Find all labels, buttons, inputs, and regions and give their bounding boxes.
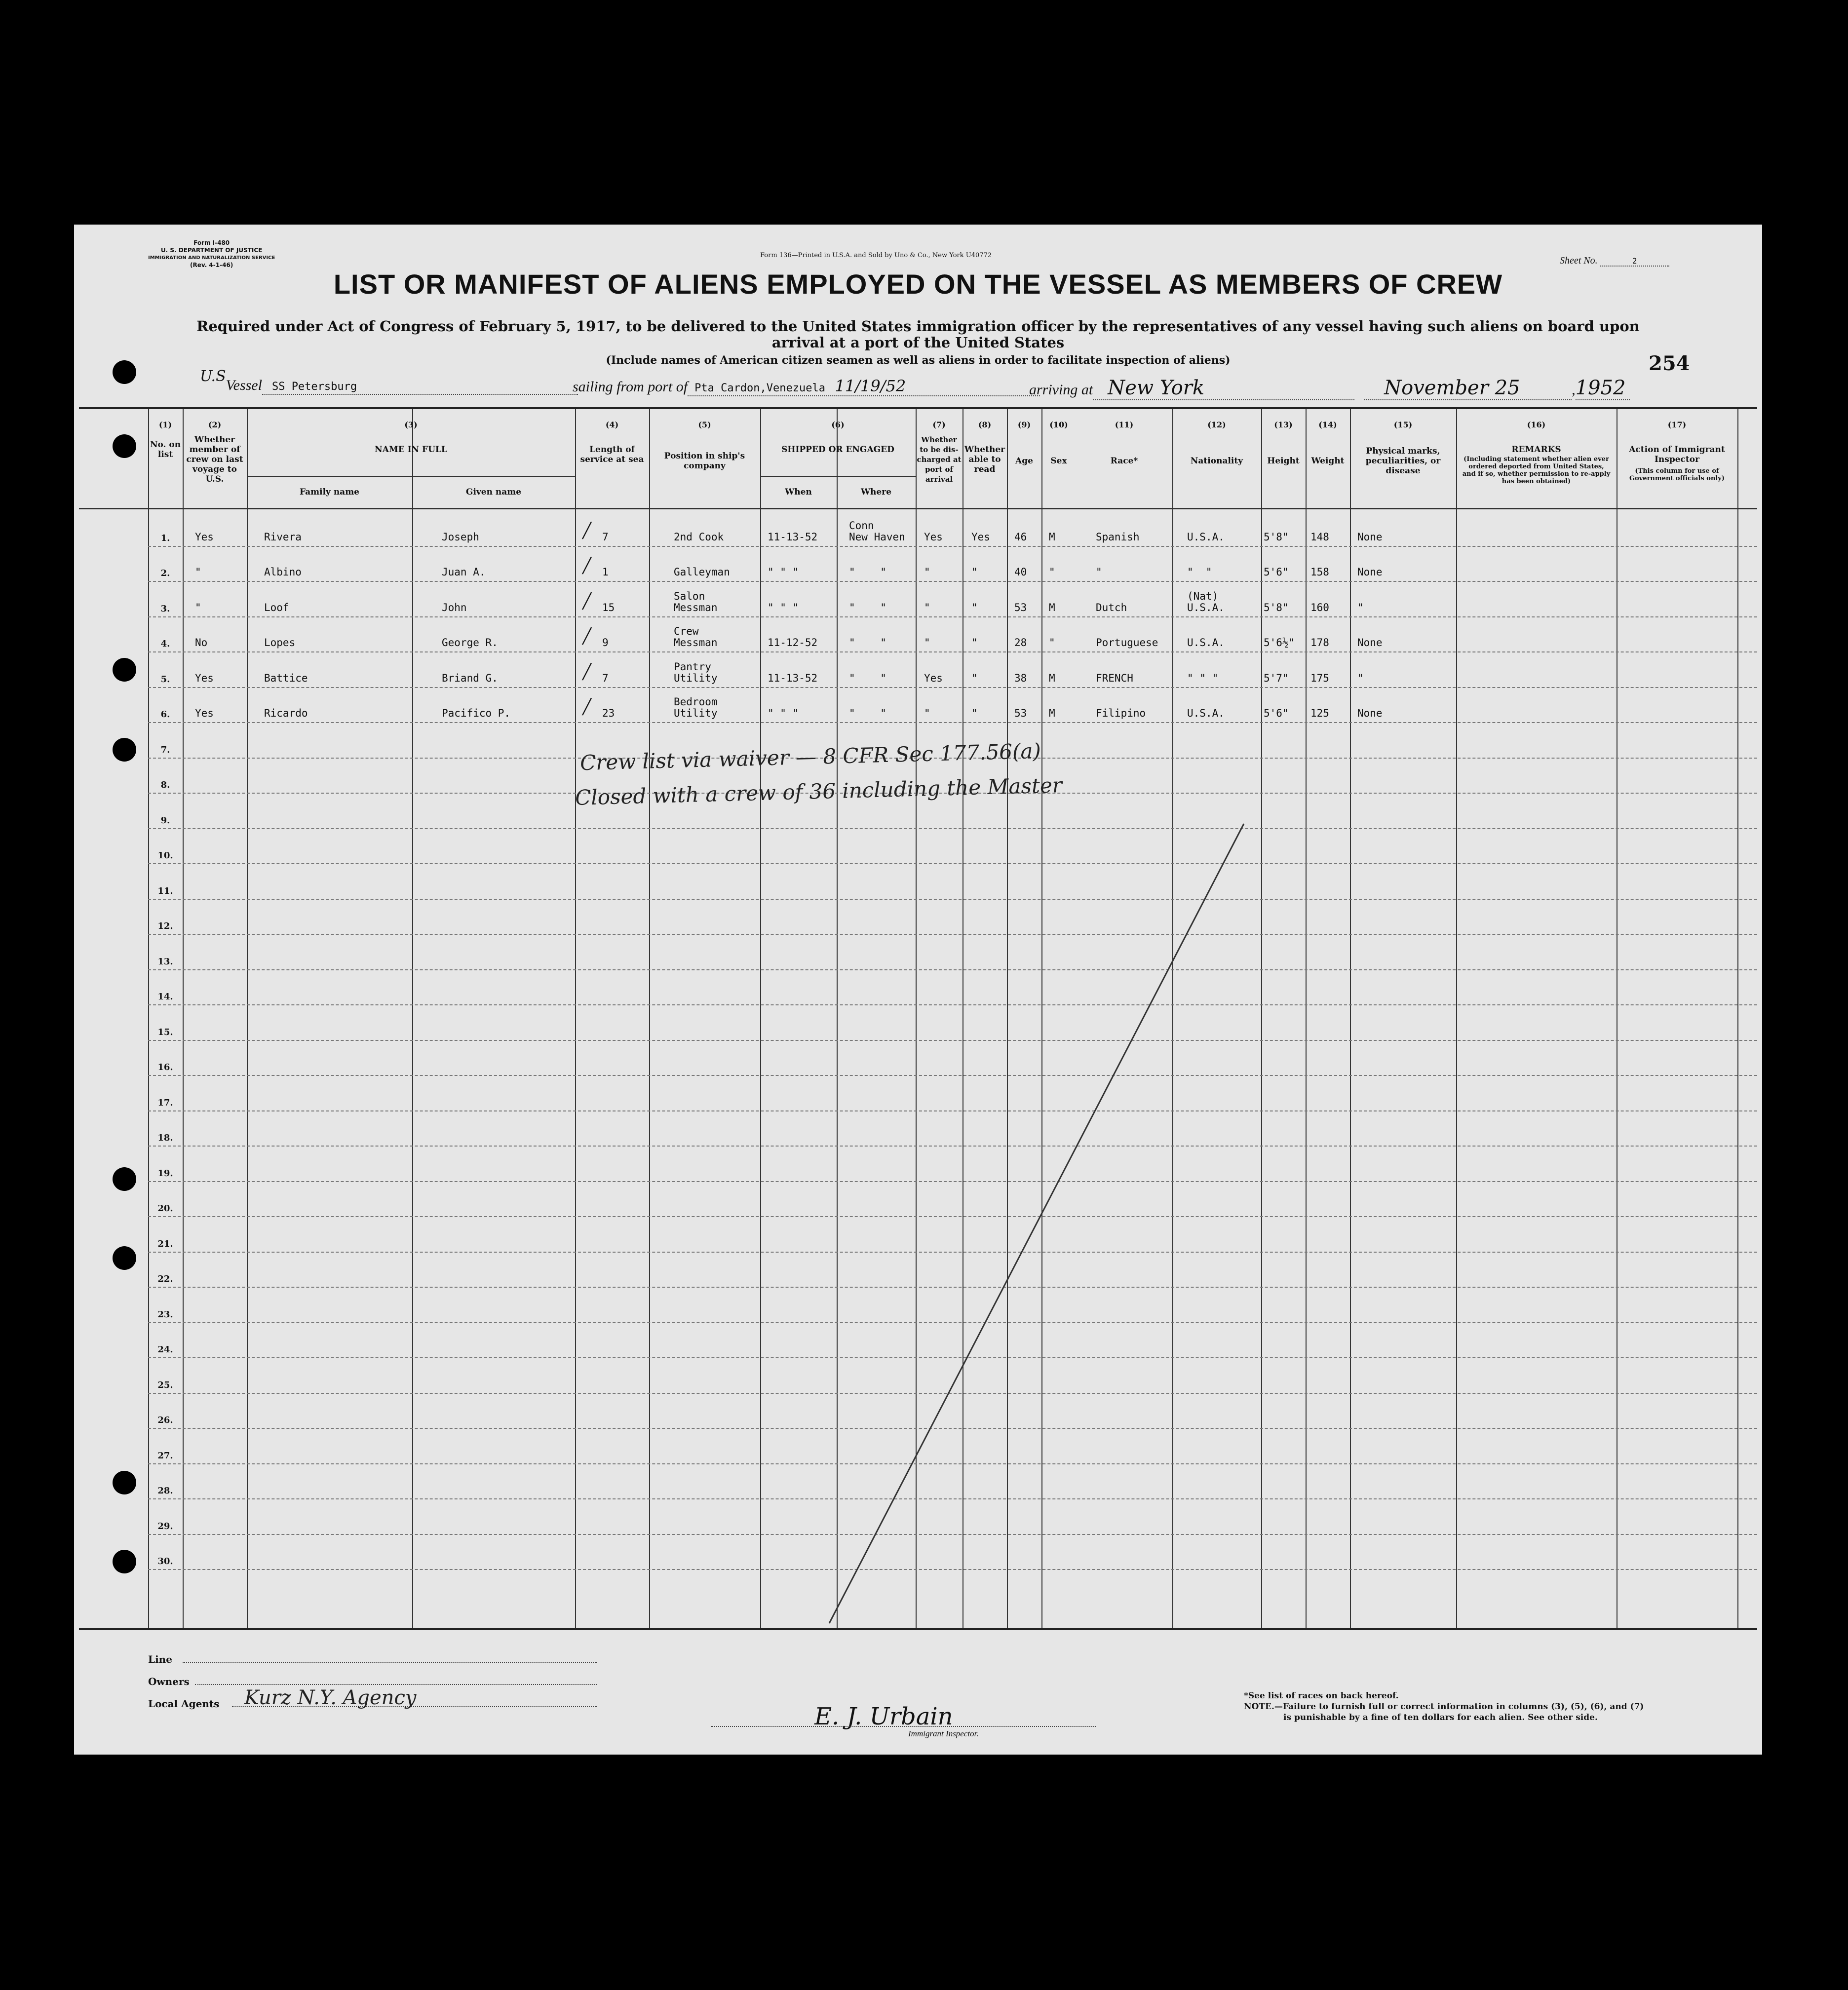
sailing-field [573,377,1040,396]
punch-hole [113,1246,136,1270]
punch-hole [113,1167,136,1191]
crew-race-cell: Dutch [1096,601,1127,613]
crew-discharged-cell: " [924,601,930,613]
row-number: 7. [160,744,170,755]
crew-position-cell: Crew Messman [674,625,718,649]
crew-last-voyage-cell: Yes [195,707,214,719]
crew-service-cell: 7 [602,531,609,543]
col8-num: (8) [978,420,992,429]
row-number: 18. [157,1133,173,1143]
crew-age-cell: 53 [1014,707,1027,719]
crew-weight-cell: 160 [1310,601,1329,613]
crew-read-cell: Yes [971,531,990,543]
row-number: 2. [160,568,170,578]
footnote-races: *See list of races on back hereof. [1244,1691,1399,1701]
col13-num: (13) [1274,420,1293,429]
arrival-date: November 25 [1384,377,1520,399]
footnote-note: NOTE.—Failure to furnish full or correct information in columns (3), (5), (6), and (7) [1244,1702,1644,1712]
inspector-label: Immigrant Inspector. [908,1729,979,1738]
crew-marks-cell: " [1357,601,1364,613]
crew-service-cell: 15 [602,601,615,613]
col1-num: (1) [158,420,172,429]
crew-table [79,407,1757,1630]
row-number: 30. [157,1556,173,1567]
crew-when-cell: " " " [768,601,799,613]
crew-given-cell: George R. [442,637,498,649]
service-check-mark: ╱ [582,592,592,610]
inspector-signature: E. J. Urbain [814,1703,953,1730]
crew-sex-cell: M [1049,672,1055,684]
crew-marks-cell: None [1357,707,1383,719]
arriving-port: New York [1108,377,1205,399]
form-header-block [148,239,275,269]
crew-discharged-cell: Yes [924,672,943,684]
row-number: 22. [157,1274,173,1284]
crew-where-cell: " " [849,707,886,719]
row-number: 17. [157,1097,173,1108]
crew-sex-cell: " [1049,637,1055,649]
col6-label: SHIPPED OR ENGAGED [781,445,894,455]
family-name-header: Family name [299,487,360,497]
arriving-field: arriving at New York November 25 , 1952 [1029,377,1630,396]
row-number: 16. [157,1062,173,1072]
crew-nationality-cell: U.S.A. [1187,531,1225,543]
crew-sex-cell: " [1049,566,1055,578]
row-number: 20. [157,1203,173,1214]
crew-read-cell: " [971,637,978,649]
sailing-date: 11/19/52 [835,377,906,395]
service-check-mark: ╱ [582,628,592,645]
row-line [148,687,1757,688]
crew-given-cell: Briand G. [442,672,498,684]
crew-nationality-cell: U.S.A. [1187,637,1225,649]
manifest-title: LIST OR MANIFEST OF ALIENS EMPLOYED ON THE VESSEL AS MEMBERS OF CREW [333,268,1503,300]
crew-height-cell: 5'6" [1264,566,1289,578]
crew-nationality-cell: " " [1187,566,1212,578]
crew-discharged-cell: " [924,566,930,578]
crew-age-cell: 40 [1014,566,1027,578]
row-number: 12. [157,921,173,931]
row-number: 24. [157,1344,173,1355]
punch-hole [113,658,136,682]
crew-weight-cell: 125 [1310,707,1329,719]
sheet-number-field [1560,255,1669,267]
footnote-fine: is punishable by a fine of ten dollars for each alien. See other side. [1283,1713,1598,1722]
crew-given-cell: Juan A. [442,566,486,578]
crew-height-cell: 5'7" [1264,672,1289,684]
crew-last-voyage-cell: No [195,637,208,649]
sailing-port: Pta Cardon,Venezuela [694,382,825,394]
punch-hole [113,738,136,762]
row-number: 23. [157,1309,173,1320]
crew-position-cell: Pantry Utility [674,660,718,684]
row-number: 25. [157,1379,173,1390]
col1-label: No. on list [150,440,181,459]
owners-label: Owners [148,1676,190,1687]
manifest-subnote: (Include names of American citizen seamen as well as aliens in order to facilitate inspection of aliens) [606,354,1231,367]
row-line [148,546,1757,547]
crew-position-cell: Salon Messman [674,590,718,613]
row-number: 19. [157,1168,173,1179]
crew-discharged-cell: " [924,637,930,649]
row-number: 27. [157,1450,173,1461]
crew-height-cell: 5'6" [1264,707,1289,719]
crew-race-cell: Spanish [1096,531,1140,543]
crew-marks-cell: None [1357,637,1383,649]
remarks-note: (Including statement whether alien ever ordered deported from United States, and if so, whether permission to re-apply has been obtained) [1462,456,1611,485]
given-name-header: Given name [465,487,522,497]
crew-weight-cell: 175 [1310,672,1329,684]
crew-family-cell: Loof [264,601,289,613]
row-line [148,722,1757,723]
revision-line: (Rev. 4-1-46) [190,262,233,268]
crew-discharged-cell: Yes [924,531,943,543]
crew-family-cell: Ricardo [264,707,308,719]
crew-age-cell: 38 [1014,672,1027,684]
closing-line [819,819,1264,1628]
crew-where-cell: " " [849,637,886,649]
col17-num: (17) [1667,420,1687,429]
crew-nationality-cell: " " " [1187,672,1219,684]
row-number: 21. [157,1238,173,1249]
arriving-label: arriving at [1029,382,1093,398]
crew-position-cell: Galleyman [674,566,730,578]
crew-discharged-cell: " [924,707,930,719]
crew-sex-cell: M [1049,601,1055,613]
punch-hole [113,1550,136,1573]
crew-weight-cell: 178 [1310,637,1329,649]
col16-label: REMARKS [1511,445,1561,455]
crew-when-cell: " " " [768,566,799,578]
crew-height-cell: 5'6½" [1264,637,1295,649]
crew-race-cell: Filipino [1096,707,1146,719]
vessel-field [200,368,578,396]
row-number: 6. [160,709,170,720]
col9-num: (9) [1017,420,1031,429]
crew-height-cell: 5'8" [1264,531,1289,543]
crew-last-voyage-cell: Yes [195,531,214,543]
arrival-year: 1952 [1575,377,1626,399]
crew-sex-cell: M [1049,531,1055,543]
crew-service-cell: 9 [602,637,609,649]
crew-weight-cell: 158 [1310,566,1329,578]
row-line [148,651,1757,652]
crew-given-cell: Joseph [442,531,479,543]
vessel-value: SS Petersburg [271,381,357,393]
row-line [148,581,1757,582]
col10-num: (10) [1049,420,1068,429]
crew-weight-cell: 148 [1310,531,1329,543]
row-number: 8. [160,780,170,790]
col7-num: (7) [932,420,946,429]
crew-when-cell: " " " [768,707,799,719]
crew-race-cell: FRENCH [1096,672,1133,684]
row-number: 28. [157,1486,173,1496]
row-number: 29. [157,1521,173,1531]
crew-family-cell: Lopes [264,637,296,649]
punch-hole [113,1471,136,1494]
col7-label: Whether to be dis-charged at port of arrival [917,435,962,484]
line-label: Line [148,1653,172,1665]
crew-read-cell: " [971,707,978,719]
crew-age-cell: 46 [1014,531,1027,543]
col3-label: NAME IN FULL [375,445,447,455]
crew-where-cell: " " [849,566,886,578]
service-line: IMMIGRATION AND NATURALIZATION SERVICE [148,255,275,261]
crew-read-cell: " [971,672,978,684]
crew-last-voyage-cell: " [195,601,201,613]
row-number: 3. [160,603,170,614]
col5-label: Position in ship's company [664,451,745,471]
action-note: (This column for use of Government officials only) [1629,467,1725,482]
row-number: 15. [157,1027,173,1037]
manifest-subtitle: Required under Act of Congress of February 5, 1917, to be delivered to the United States immigration officer by the representatives of any vessel having such aliens on board upon arrival at a port of the United States [196,318,1640,351]
crew-when-cell: 11-12-52 [768,637,818,649]
crew-given-cell: Pacifico P. [442,707,511,719]
col12-label: Nationality [1190,456,1243,466]
crew-nationality-cell: U.S.A. [1187,707,1225,719]
crew-nationality-cell: (Nat) U.S.A. [1187,590,1225,613]
crew-last-voyage-cell: Yes [195,672,214,684]
form-number: Form I-480 [193,239,230,246]
crew-race-cell: Portuguese [1096,637,1158,649]
crew-height-cell: 5'8" [1264,601,1289,613]
service-check-mark: ╱ [582,522,592,539]
col14-num: (14) [1318,420,1337,429]
crew-family-cell: Albino [264,566,302,578]
col6-num: (6) [831,420,845,429]
service-check-mark: ╱ [582,663,592,681]
row-number: 1. [160,533,170,543]
crew-read-cell: " [971,566,978,578]
row-number: 26. [157,1415,173,1425]
row-number: 14. [157,992,173,1002]
punch-hole [113,434,136,458]
crew-marks-cell: " [1357,672,1364,684]
col4-num: (4) [605,420,619,429]
crew-service-cell: 1 [602,566,609,578]
vessel-prefix: U.S [200,368,226,385]
col15-label: Physical marks, peculiarities, or disease [1365,446,1441,476]
col12-num: (12) [1207,420,1226,429]
crew-age-cell: 53 [1014,601,1027,613]
crew-position-cell: Bedroom Utility [674,696,718,719]
col8-label: Whether able to read [964,445,1005,474]
col9-label: Age [1015,456,1033,466]
col14-label: Weight [1311,456,1345,466]
crew-family-cell: Battice [264,672,308,684]
row-number: 4. [160,639,170,649]
crew-service-cell: 23 [602,707,615,719]
printer-line: Form 136—Printed in U.S.A. and Sold by Uno & Co., New York U40772 [760,252,992,259]
service-check-mark: ╱ [582,557,592,574]
crew-race-cell: " [1096,566,1102,578]
row-line [148,616,1757,617]
service-check-mark: ╱ [582,698,592,716]
col16-num: (16) [1527,420,1546,429]
crew-when-cell: 11-13-52 [768,672,818,684]
when-header: When [785,487,812,497]
stamp-number: 254 [1649,352,1690,375]
row-number: 13. [157,956,173,967]
col10-label: Sex [1050,456,1067,466]
punch-hole [113,360,136,384]
crew-marks-cell: None [1357,566,1383,578]
col11-num: (11) [1115,420,1134,429]
footnote-block [1244,1690,1644,1723]
vessel-label: Vessel [226,377,262,393]
col17-label: Action of Immigrant Inspector [1629,445,1725,464]
local-agents-label: Local Agents [148,1698,220,1710]
handwritten-note-2: Closed with a crew of 36 including the Master [575,773,1063,810]
col4-label: Length of service at sea [580,445,644,464]
department-line: U. S. DEPARTMENT OF JUSTICE [160,247,263,254]
sheet-label: Sheet No. [1560,255,1598,266]
crew-where-cell: " " [849,601,886,613]
crew-service-cell: 7 [602,672,609,684]
manifest-sheet [74,225,1762,1755]
col2-label: Whether member of crew on last voyage to U.S. [186,435,243,484]
col13-label: Height [1267,456,1300,466]
row-number: 11. [157,885,173,896]
crew-age-cell: 28 [1014,637,1027,649]
col5-num: (5) [698,420,711,429]
sailing-label: sailing from port of [573,379,688,395]
row-number: 5. [160,674,170,685]
sheet-value: 2 [1600,256,1669,267]
crew-given-cell: John [442,601,467,613]
crew-where-cell: " " [849,672,886,684]
where-header: Where [860,487,892,497]
local-agents-value: Kurz N.Y. Agency [244,1686,417,1709]
col11-label: Race* [1110,456,1138,466]
crew-position-cell: 2nd Cook [674,531,724,543]
crew-read-cell: " [971,601,978,613]
crew-marks-cell: None [1357,531,1383,543]
col2-num: (2) [208,420,222,429]
row-number: 10. [157,850,173,861]
crew-where-cell: Conn New Haven [849,519,905,543]
crew-sex-cell: M [1049,707,1055,719]
crew-last-voyage-cell: " [195,566,201,578]
crew-when-cell: 11-13-52 [768,531,818,543]
col3-num: (3) [404,420,418,429]
crew-family-cell: Rivera [264,531,302,543]
col15-num: (15) [1393,420,1413,429]
handwritten-note-1: Crew list via waiver — 8 CFR Sec 177.56(a) [579,738,1041,775]
row-number: 9. [160,815,170,826]
